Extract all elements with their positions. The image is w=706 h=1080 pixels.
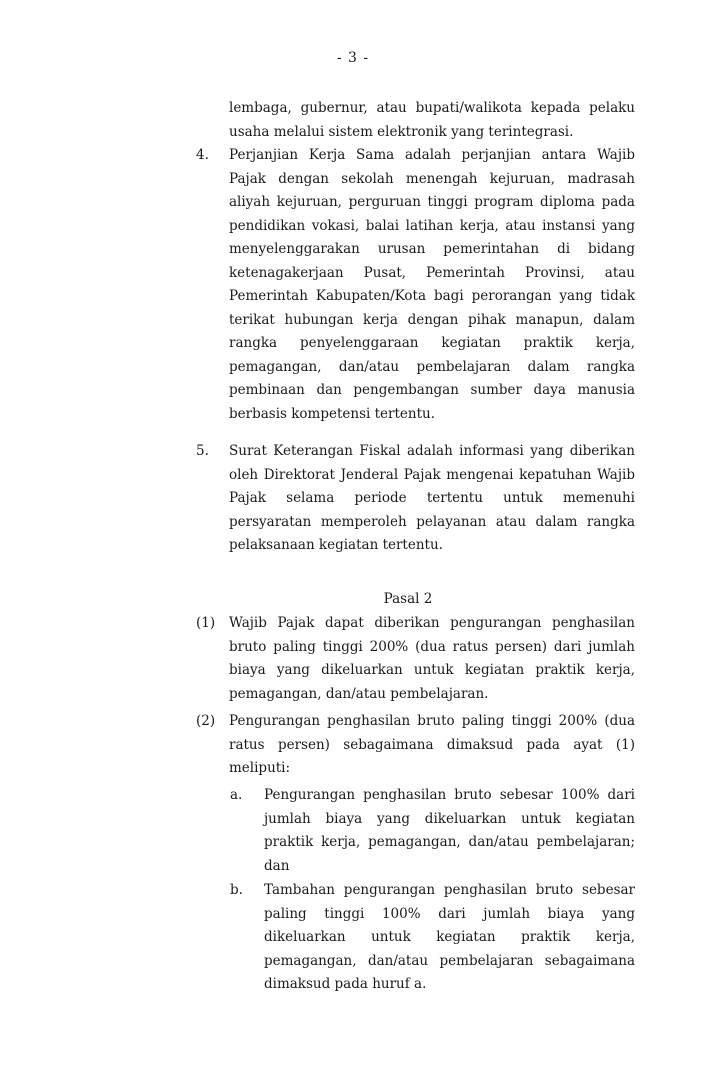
definition-text: Surat Keterangan Fiskal adalah informasi yang diberikan oleh Direktorat Jenderal Pajak mengenai kepatuhan Wajib Pajak selama periode tertentu untuk memenuhi persyaratan memperoleh pelayanan atau dalam rangka pelaksanaan kegiatan tertentu. — [229, 443, 635, 553]
paragraph-number: (1) — [196, 615, 216, 631]
continuation-text: lembaga, gubernur, atau bupati/walikota kepada pelaku usaha melalui sistem elektronik yang terintegrasi. — [229, 100, 635, 140]
subitem-text: Tambahan pengurangan penghasilan bruto sebesar paling tinggi 100% dari jumlah biaya yang dikeluarkan untuk kegiatan praktik kerja, pemagangan, dan/atau pembelajaran sebagaimana dimaksud pada huruf a. — [264, 882, 635, 992]
definition-number: 4. — [196, 147, 209, 163]
paragraph-number: (2) — [196, 713, 216, 729]
paragraph-text: Wajib Pajak dapat diberikan pengurangan penghasilan bruto paling tinggi 200% (dua ratus persen) dari jumlah biaya yang dikeluarkan untuk kegiatan praktik kerja, pemagangan, dan/atau pembelajaran. — [229, 615, 635, 702]
definition-text: Perjanjian Kerja Sama adalah perjanjian antara Wajib Pajak dengan sekolah menengah kejuruan, madrasah aliyah kejuruan, perguruan tinggi program diploma pada pendidikan vokasi, balai latihan kerja, atau instansi yang menyelenggarakan urusan pemerintahan di bidang ketenagakerjaan Pusat, Pemerintah Provinsi, atau Pemerintah Kabupaten/Kota bagi perorangan yang tidak terikat hubungan kerja dengan pihak manapun, dalam rangka penyelenggaraan kegiatan praktik kerja, pemagangan, dan/atau pembelajaran dalam rangka pembinaan dan pengembangan sumber daya manusia berbasis kompetensi tertentu. — [229, 147, 635, 422]
paragraph-text: Pengurangan penghasilan bruto paling tinggi 200% (dua ratus persen) sebagaimana dimaksud pada ayat (1) meliputi: — [229, 713, 635, 776]
definition-number: 5. — [196, 443, 209, 459]
article-heading: Pasal 2 — [383, 591, 433, 607]
subitem-letter: a. — [230, 787, 243, 803]
page-number: - 3 - — [336, 50, 370, 66]
subitem-text: Pengurangan penghasilan bruto sebesar 100% dari jumlah biaya yang dikeluarkan untuk kegiatan praktik kerja, pemagangan, dan/atau pembelajaran; dan — [264, 787, 635, 874]
subitem-letter: b. — [230, 882, 243, 898]
